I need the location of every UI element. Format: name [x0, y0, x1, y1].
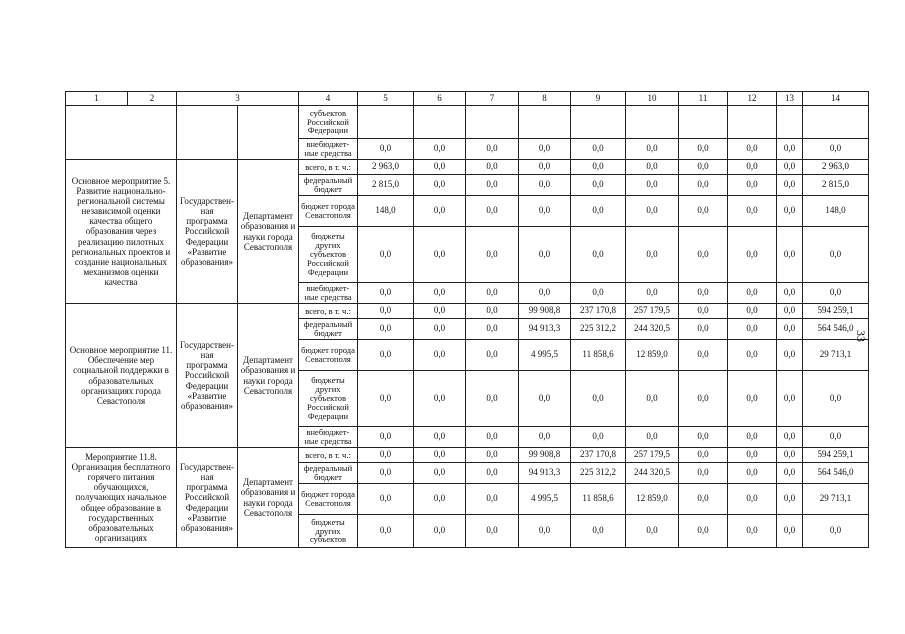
value-cell: 0,0 [466, 463, 519, 484]
value-cell: 237 170,8 [571, 448, 626, 463]
value-cell: 0,0 [358, 463, 414, 484]
value-cell: 0,0 [358, 139, 414, 160]
value-cell: 0,0 [728, 463, 777, 484]
value-cell: 0,0 [728, 484, 777, 515]
funding-source-cell: бюджет города Севастополя [299, 340, 358, 371]
value-cell: 0,0 [571, 196, 626, 227]
value-cell: 0,0 [777, 304, 803, 319]
value-cell [803, 106, 869, 139]
value-cell: 0,0 [728, 196, 777, 227]
value-cell: 237 170,8 [571, 304, 626, 319]
table-row [66, 160, 869, 175]
value-cell: 0,0 [571, 427, 626, 448]
department-name: Департамент образования и науки города Севастополя [238, 160, 299, 304]
value-cell: 594 259,1 [803, 448, 869, 463]
program-name: Государствен-ная программа Российской Федерации «Развитие образования» [177, 160, 238, 304]
value-cell: 0,0 [414, 340, 466, 371]
value-cell: 0,0 [414, 227, 466, 283]
value-cell [679, 106, 728, 139]
value-cell: 0,0 [358, 304, 414, 319]
value-cell [571, 106, 626, 139]
value-cell: 0,0 [803, 515, 869, 548]
header-cell: 10 [626, 92, 679, 106]
value-cell: 0,0 [358, 319, 414, 340]
value-cell: 0,0 [519, 196, 571, 227]
value-cell: 0,0 [728, 160, 777, 175]
funding-source-cell: федеральный бюджет [299, 319, 358, 340]
value-cell: 0,0 [777, 175, 803, 196]
value-cell: 0,0 [571, 283, 626, 304]
measure-description: Основное мероприятие 5. Развитие национально-региональной системы независимой оценки качества общего образования через реализацию пилотных региональных проектов и создание национальных механизмов оценки качества [66, 160, 177, 304]
value-cell [519, 106, 571, 139]
header-cell: 7 [466, 92, 519, 106]
value-cell: 0,0 [803, 283, 869, 304]
value-cell: 0,0 [519, 283, 571, 304]
value-cell: 0,0 [358, 340, 414, 371]
header-cell: 3 [177, 92, 299, 106]
value-cell: 148,0 [803, 196, 869, 227]
page-number: 33 [854, 330, 868, 342]
value-cell: 0,0 [626, 175, 679, 196]
value-cell: 0,0 [466, 448, 519, 463]
value-cell: 0,0 [679, 340, 728, 371]
value-cell: 0,0 [519, 175, 571, 196]
value-cell: 4 995,5 [519, 484, 571, 515]
value-cell: 0,0 [571, 227, 626, 283]
value-cell: 0,0 [728, 371, 777, 427]
value-cell: 0,0 [679, 371, 728, 427]
value-cell: 0,0 [626, 515, 679, 548]
funding-source-cell: внебюджет-ные средства [299, 139, 358, 160]
value-cell: 0,0 [414, 139, 466, 160]
value-cell: 0,0 [679, 196, 728, 227]
value-cell: 29 713,1 [803, 484, 869, 515]
value-cell: 0,0 [777, 463, 803, 484]
header-cell: 9 [571, 92, 626, 106]
value-cell: 257 179,5 [626, 448, 679, 463]
header-cell: 5 [358, 92, 414, 106]
value-cell: 0,0 [466, 160, 519, 175]
value-cell [728, 106, 777, 139]
department-cell [238, 106, 299, 160]
value-cell [626, 106, 679, 139]
value-cell: 0,0 [519, 427, 571, 448]
value-cell: 0,0 [728, 283, 777, 304]
value-cell: 0,0 [414, 304, 466, 319]
value-cell: 0,0 [626, 160, 679, 175]
value-cell: 99 908,8 [519, 304, 571, 319]
value-cell: 0,0 [571, 175, 626, 196]
value-cell: 0,0 [466, 340, 519, 371]
value-cell: 0,0 [728, 139, 777, 160]
value-cell: 0,0 [728, 427, 777, 448]
value-cell: 0,0 [358, 515, 414, 548]
table-row [66, 304, 869, 319]
value-cell: 0,0 [803, 227, 869, 283]
program-name: Государствен-ная программа Российской Федерации «Развитие образования» [177, 448, 238, 548]
value-cell: 0,0 [777, 283, 803, 304]
value-cell: 0,0 [728, 319, 777, 340]
value-cell: 0,0 [414, 448, 466, 463]
header-cell: 2 [128, 92, 177, 106]
value-cell: 0,0 [777, 196, 803, 227]
value-cell: 0,0 [414, 515, 466, 548]
value-cell: 0,0 [414, 484, 466, 515]
value-cell: 2 963,0 [803, 160, 869, 175]
value-cell: 12 859,0 [626, 340, 679, 371]
value-cell: 0,0 [626, 371, 679, 427]
value-cell: 225 312,2 [571, 319, 626, 340]
value-cell: 0,0 [679, 227, 728, 283]
value-cell: 0,0 [358, 448, 414, 463]
value-cell: 0,0 [414, 319, 466, 340]
value-cell: 0,0 [777, 139, 803, 160]
measure-description: Мероприятие 11.8. Организация бесплатного горячего питания обучающихся, получающих начальное общее образование в государственных образовательных организациях [66, 448, 177, 548]
value-cell: 0,0 [414, 160, 466, 175]
value-cell: 0,0 [679, 304, 728, 319]
value-cell: 0,0 [679, 283, 728, 304]
value-cell: 94 913,3 [519, 463, 571, 484]
value-cell: 0,0 [466, 515, 519, 548]
funding-source-cell: всего, в т. ч.: [299, 304, 358, 319]
value-cell [466, 106, 519, 139]
value-cell: 244 320,5 [626, 319, 679, 340]
value-cell: 0,0 [466, 227, 519, 283]
value-cell: 0,0 [679, 139, 728, 160]
value-cell: 2 815,0 [803, 175, 869, 196]
value-cell: 0,0 [414, 196, 466, 227]
value-cell: 0,0 [679, 515, 728, 548]
value-cell: 94 913,3 [519, 319, 571, 340]
funding-source-cell: федеральный бюджет [299, 175, 358, 196]
value-cell: 12 859,0 [626, 484, 679, 515]
value-cell: 0,0 [358, 227, 414, 283]
budget-table-sheet [65, 91, 869, 548]
funding-source-cell: всего, в т. ч.: [299, 160, 358, 175]
program-cell [177, 106, 238, 160]
value-cell: 0,0 [519, 515, 571, 548]
value-cell: 0,0 [519, 160, 571, 175]
value-cell: 0,0 [679, 160, 728, 175]
value-cell: 0,0 [414, 175, 466, 196]
measure-description: Основное мероприятие 11. Обеспечение мер социальной поддержки в образовательных организациях города Севастополя [66, 304, 177, 448]
value-cell: 0,0 [571, 371, 626, 427]
value-cell: 0,0 [626, 227, 679, 283]
value-cell: 257 179,5 [626, 304, 679, 319]
header-cell: 8 [519, 92, 571, 106]
value-cell: 0,0 [466, 196, 519, 227]
value-cell [414, 106, 466, 139]
value-cell: 564 546,0 [803, 319, 869, 340]
value-cell: 0,0 [728, 227, 777, 283]
funding-source-cell: всего, в т. ч.: [299, 448, 358, 463]
value-cell [777, 106, 803, 139]
value-cell [358, 106, 414, 139]
value-cell: 0,0 [803, 427, 869, 448]
value-cell: 225 312,2 [571, 463, 626, 484]
description-cell [66, 106, 177, 160]
value-cell: 0,0 [358, 427, 414, 448]
value-cell: 0,0 [777, 340, 803, 371]
value-cell: 0,0 [777, 371, 803, 427]
value-cell: 0,0 [466, 484, 519, 515]
value-cell: 0,0 [571, 515, 626, 548]
value-cell: 0,0 [679, 448, 728, 463]
value-cell: 0,0 [414, 371, 466, 427]
value-cell: 0,0 [728, 175, 777, 196]
funding-source-cell: бюджет города Севастополя [299, 484, 358, 515]
table-row [66, 448, 869, 463]
value-cell: 0,0 [777, 319, 803, 340]
value-cell: 0,0 [466, 319, 519, 340]
value-cell: 0,0 [728, 340, 777, 371]
value-cell: 244 320,5 [626, 463, 679, 484]
value-cell: 0,0 [777, 427, 803, 448]
header-cell: 6 [414, 92, 466, 106]
value-cell: 0,0 [466, 139, 519, 160]
value-cell: 0,0 [679, 319, 728, 340]
value-cell: 0,0 [626, 196, 679, 227]
funding-source-cell: бюджет города Севастополя [299, 196, 358, 227]
value-cell: 99 908,8 [519, 448, 571, 463]
value-cell: 0,0 [679, 427, 728, 448]
department-name: Департамент образования и науки города Севастополя [238, 448, 299, 548]
value-cell: 0,0 [777, 448, 803, 463]
value-cell: 2 815,0 [358, 175, 414, 196]
value-cell: 0,0 [414, 427, 466, 448]
value-cell: 0,0 [519, 227, 571, 283]
value-cell: 0,0 [803, 139, 869, 160]
funding-source-cell: внебюджет-ные средства [299, 283, 358, 304]
value-cell: 0,0 [728, 448, 777, 463]
value-cell: 29 713,1 [803, 340, 869, 371]
value-cell: 0,0 [358, 484, 414, 515]
value-cell: 0,0 [466, 304, 519, 319]
program-name: Государствен-ная программа Российской Федерации «Развитие образования» [177, 304, 238, 448]
value-cell: 148,0 [358, 196, 414, 227]
value-cell: 564 546,0 [803, 463, 869, 484]
header-cell: 11 [679, 92, 728, 106]
value-cell: 0,0 [414, 283, 466, 304]
value-cell: 0,0 [571, 160, 626, 175]
value-cell: 0,0 [777, 227, 803, 283]
value-cell: 0,0 [358, 371, 414, 427]
value-cell: 0,0 [626, 139, 679, 160]
budget-table [65, 91, 869, 548]
value-cell: 0,0 [777, 515, 803, 548]
value-cell: 0,0 [626, 283, 679, 304]
header-row [66, 92, 869, 106]
value-cell: 0,0 [728, 304, 777, 319]
value-cell: 0,0 [466, 175, 519, 196]
header-cell: 4 [299, 92, 358, 106]
funding-source-cell: субъектов Российской Федерации [299, 106, 358, 139]
funding-source-cell: бюджеты других субъектов Российской Федерации [299, 227, 358, 283]
value-cell: 0,0 [777, 484, 803, 515]
funding-source-cell: бюджеты других субъектов [299, 515, 358, 548]
value-cell: 0,0 [679, 463, 728, 484]
value-cell: 0,0 [466, 427, 519, 448]
value-cell: 0,0 [679, 175, 728, 196]
header-cell: 12 [728, 92, 777, 106]
value-cell: 0,0 [728, 515, 777, 548]
header-cell: 13 [777, 92, 803, 106]
header-cell: 1 [66, 92, 128, 106]
value-cell: 11 858,6 [571, 340, 626, 371]
value-cell: 0,0 [777, 160, 803, 175]
value-cell: 0,0 [679, 484, 728, 515]
value-cell: 0,0 [626, 427, 679, 448]
value-cell: 2 963,0 [358, 160, 414, 175]
funding-source-cell: федеральный бюджет [299, 463, 358, 484]
funding-source-cell: бюджеты других субъектов Российской Федерации [299, 371, 358, 427]
value-cell: 4 995,5 [519, 340, 571, 371]
value-cell: 0,0 [466, 371, 519, 427]
value-cell: 0,0 [466, 283, 519, 304]
value-cell: 0,0 [519, 371, 571, 427]
value-cell: 594 259,1 [803, 304, 869, 319]
value-cell: 0,0 [803, 371, 869, 427]
value-cell: 0,0 [358, 283, 414, 304]
table-row [66, 106, 869, 139]
value-cell: 0,0 [571, 139, 626, 160]
header-cell: 14 [803, 92, 869, 106]
value-cell: 11 858,6 [571, 484, 626, 515]
value-cell: 0,0 [414, 463, 466, 484]
funding-source-cell: внебюджет-ные средства [299, 427, 358, 448]
value-cell: 0,0 [519, 139, 571, 160]
department-name: Департамент образования и науки города Севастополя [238, 304, 299, 448]
